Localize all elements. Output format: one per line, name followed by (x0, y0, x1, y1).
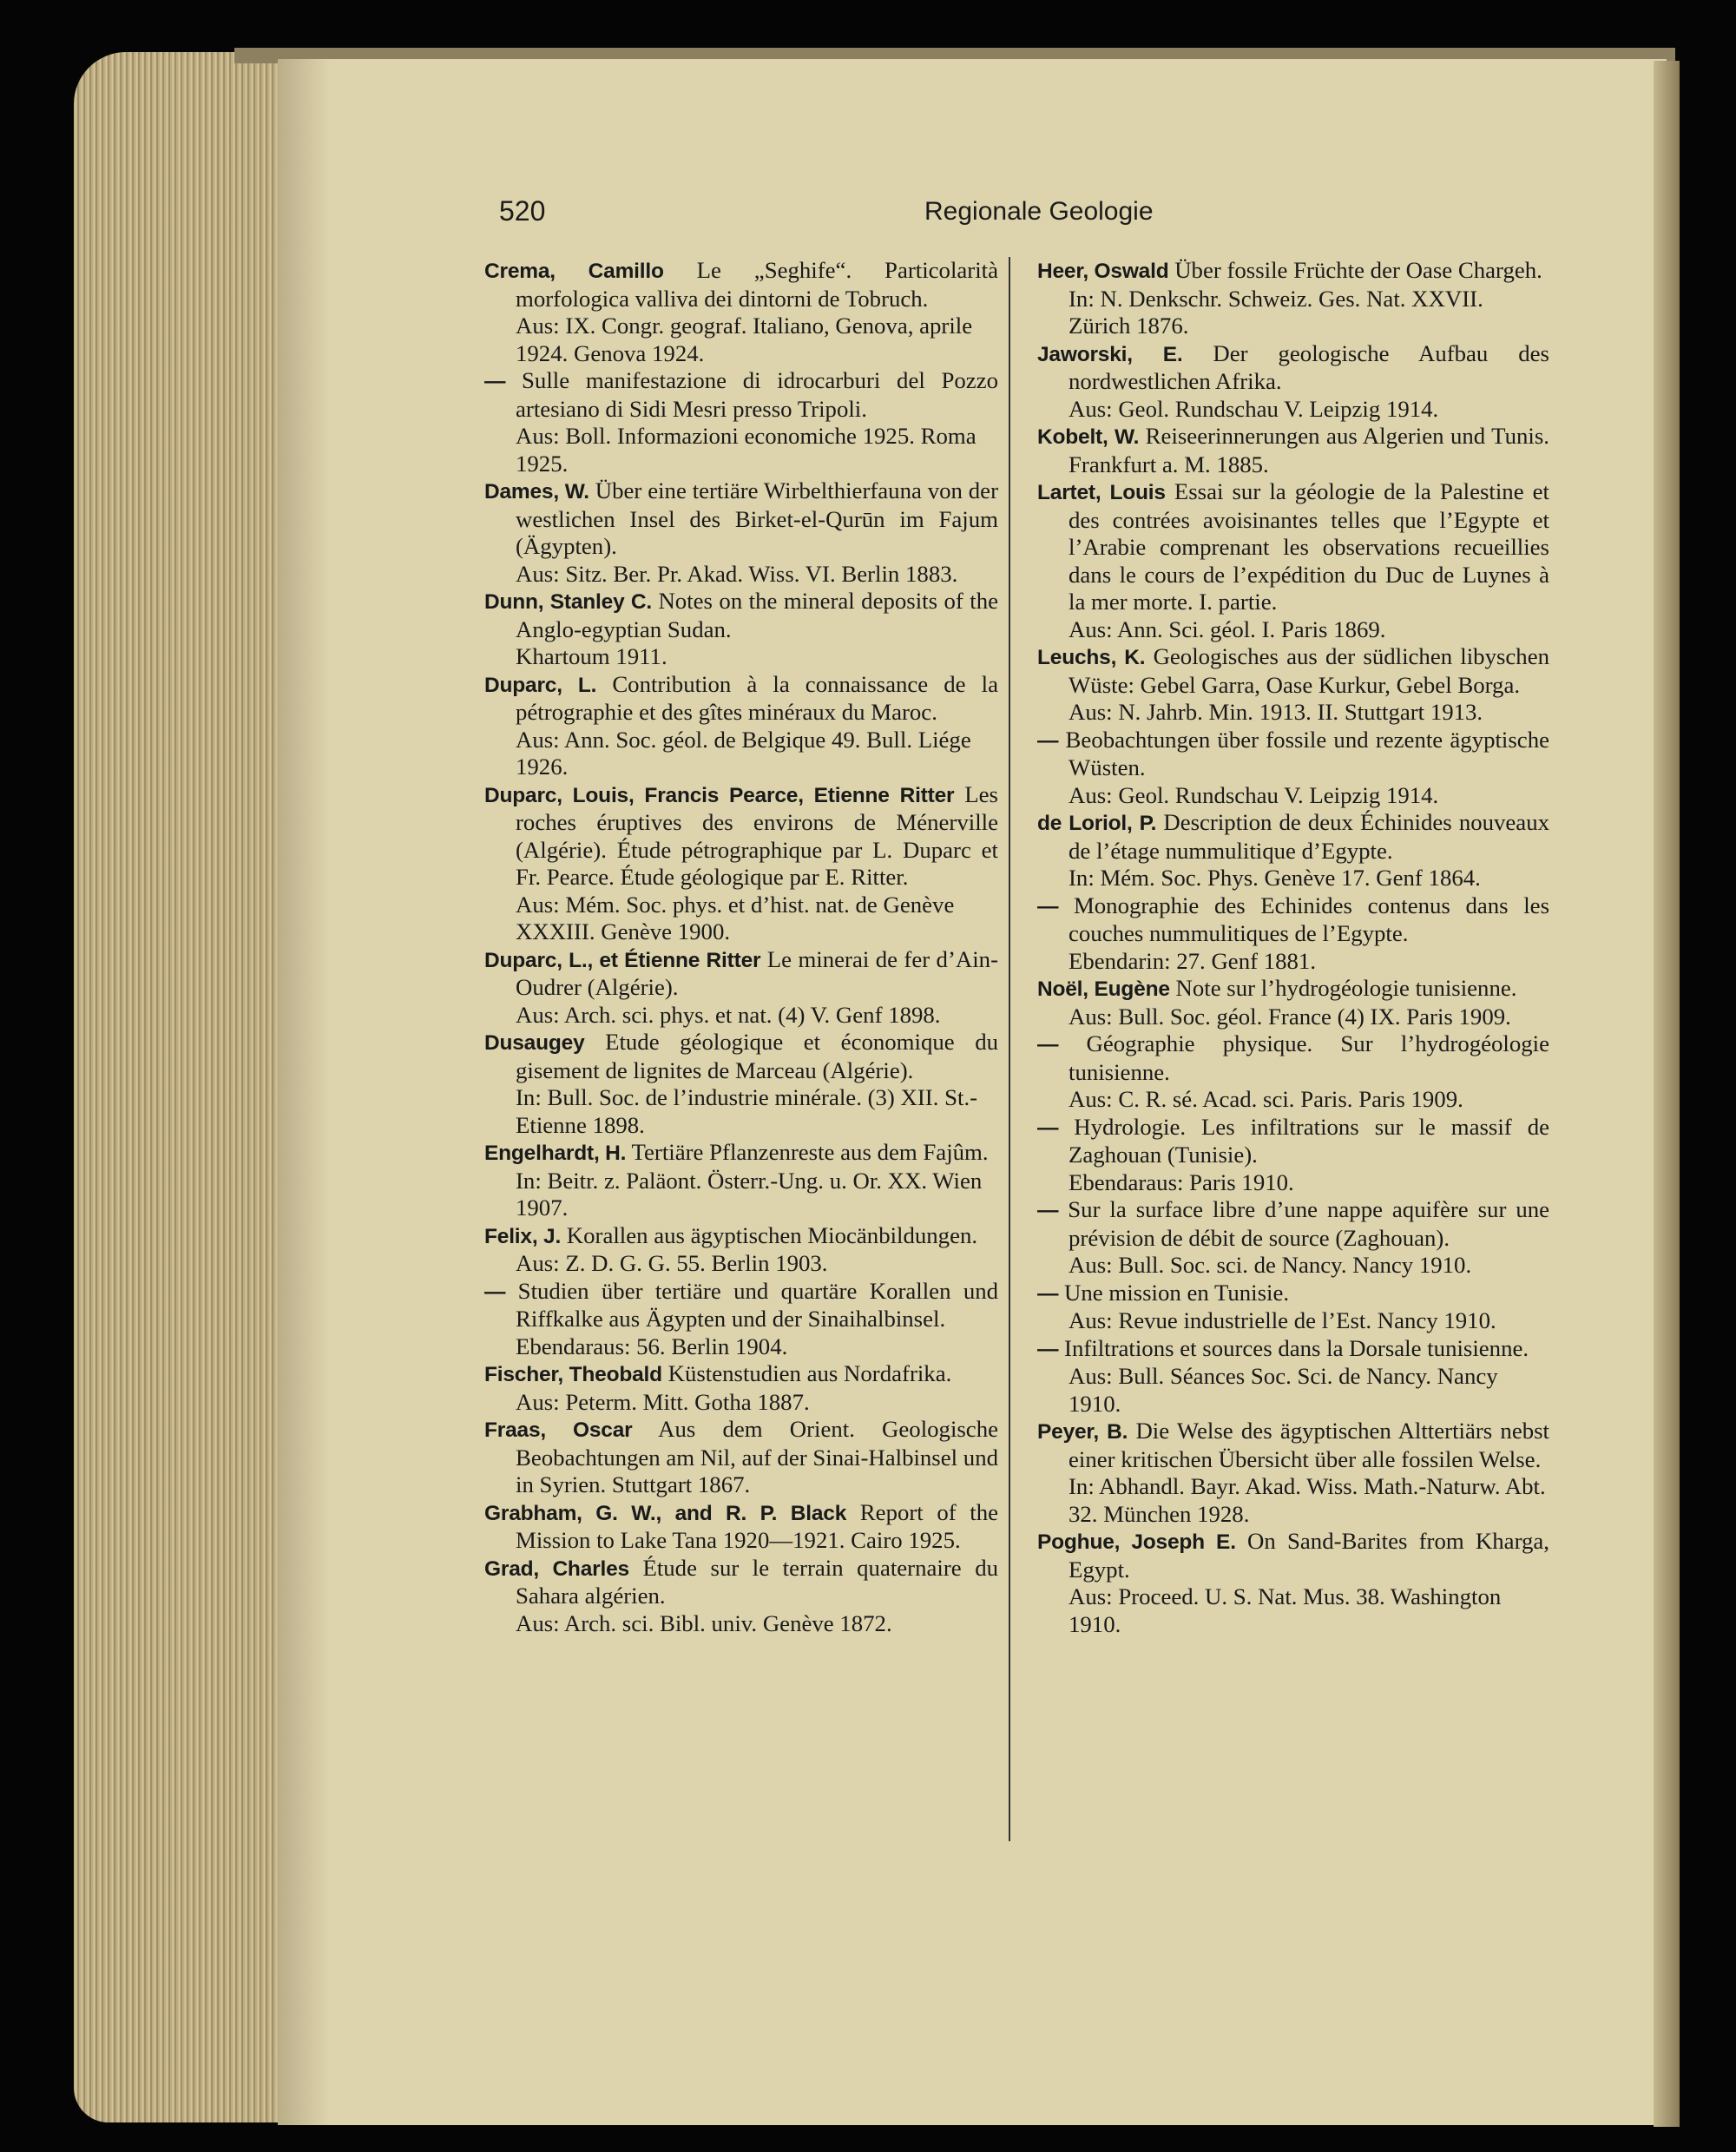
entry-author: — (1037, 1281, 1059, 1306)
entry-source: Aus: Ann. Soc. géol. de Belgique 49. Bull. Liége 1926. (516, 726, 971, 780)
entry-source: Aus: Ann. Sci. géol. I. Paris 1869. (1069, 615, 1386, 642)
bibliography-entry (484, 1278, 998, 1333)
entry-source: Aus: Proceed. U. S. Nat. Mus. 38. Washington 1910. (1069, 1583, 1502, 1637)
entry-author: Peyer, B. (1037, 1420, 1128, 1444)
entry-title: Notes on the mineral deposits of the Anglo-egyptian Sudan. (516, 588, 998, 642)
entry-author: Dusaugey (484, 1031, 585, 1055)
entry-title: Le minerai de fer d’Ain-Oudrer (Algérie). (516, 945, 998, 1000)
page-header (0, 195, 1736, 230)
entry-title: Les roches éruptives des environs de Ménerville (Algérie). Étude pétrographique par L. Duparc et Fr. Pearce. Étude géologique par E. Ritter. (516, 780, 998, 890)
entry-source: Ebendarin: 27. Genf 1881. (1069, 947, 1317, 974)
entry-source: Aus: Geol. Rundschau V. Leipzig 1914. (1069, 781, 1439, 808)
entry-author: — (484, 1280, 506, 1304)
bibliography-entry (484, 588, 998, 643)
bibliography-entry (484, 1139, 998, 1168)
entry-title: Küstenstudien aus Nordafrika. (667, 1360, 952, 1386)
entry-title: Aus dem Orient. Geologische Beobachtungen am Nil, auf der Sinai-Halbinsel und in Syrien. Stuttgart 1867. (516, 1416, 998, 1497)
bibliography-entry (484, 1499, 998, 1555)
bibliography-entry (1037, 1528, 1549, 1583)
next-page-edge (1654, 61, 1680, 2127)
bibliography-entry (484, 367, 998, 423)
bibliography-entry (484, 1222, 998, 1251)
book-page-edges (74, 52, 291, 2122)
bibliography-entry (484, 1029, 998, 1084)
entry-title: Note sur l’hydrogéologie tunisienne. (1175, 975, 1517, 1001)
page-number: 520 (499, 195, 546, 227)
bibliography-entry (1037, 1196, 1549, 1252)
bibliography-entry (1037, 1418, 1549, 1473)
entry-title: Beobachtungen über fossile und rezente ägyptische Wüsten. (1065, 726, 1549, 780)
bibliography-entry (484, 1360, 998, 1389)
bibliography-entry (1037, 1114, 1549, 1169)
entry-author: Poghue, Joseph E. (1037, 1530, 1236, 1554)
entry-title: Die Welse des ägyptischen Alttertiärs nebst einer kritischen Übersicht über alle fossilen Welse. (1069, 1418, 1549, 1472)
entry-source: Ebendaraus: 56. Berlin 1904. (516, 1333, 788, 1359)
entry-author: Crema, Camillo (484, 260, 664, 283)
entry-title: Report of the Mission to Lake Tana 1920—1921. Cairo 1925. (516, 1498, 999, 1553)
entry-author: Duparc, L. (484, 673, 597, 697)
entry-source: Aus: C. R. sé. Acad. sci. Paris. Paris 1909. (1069, 1086, 1463, 1112)
entry-source: Aus: Sitz. Ber. Pr. Akad. Wiss. VI. Berlin 1883. (516, 560, 958, 587)
entry-author: — (1037, 894, 1059, 918)
bibliography-entry (1037, 892, 1549, 948)
entry-author: Lartet, Louis (1037, 481, 1166, 504)
entry-author: Duparc, Louis, Francis Pearce, Etienne Ritter (484, 783, 955, 807)
entry-source: Aus: Peterm. Mitt. Gotha 1887. (516, 1388, 810, 1415)
entry-title: Géographie physique. Sur l’hydrogéologie tunisienne. (1069, 1030, 1550, 1085)
entry-title: Tertiäre Pflanzenreste aus dem Fajûm. (631, 1139, 989, 1165)
entry-source: Aus: N. Jahrb. Min. 1913. II. Stuttgart 1913. (1069, 699, 1483, 725)
entry-title: Essai sur la géologie de la Palestine et des contrées avoisinantes telles que l’Egypte et l’Arabie comprenant les observations recueillies dans le cours de l’expédition du Duc de Luynes à la mer morte. I. partie. (1069, 478, 1549, 615)
entry-title: Korallen aus ägyptischen Miocänbildungen. (566, 1221, 978, 1248)
entry-author: Grad, Charles (484, 1556, 629, 1581)
bibliography-entry (1037, 340, 1549, 396)
entry-author: Noël, Eugène (1037, 977, 1170, 1001)
entry-title: Le „Seghife“. Particolarità morfologica valliva dei dintorni de Tobruch. (516, 257, 998, 312)
entry-author: — (1037, 1115, 1059, 1140)
entry-title: Étude sur le terrain quaternaire du Sahara algérien. (516, 1554, 998, 1609)
entry-title: Über fossile Früchte der Oase Chargeh. (1174, 257, 1542, 283)
bibliography-entry (1037, 727, 1549, 782)
entry-author: Kobelt, W. (1037, 425, 1140, 449)
entry-title: On Sand-Barites from Kharga, Egypt. (1069, 1528, 1550, 1583)
bibliography-entry (484, 946, 998, 1002)
entry-author: — (1037, 1033, 1059, 1056)
entry-source: In: Beitr. z. Paläont. Österr.-Ung. u. Or. XX. Wien 1907. (516, 1167, 983, 1221)
bibliography-entry (1037, 1335, 1549, 1364)
bibliography-entry (1037, 478, 1549, 616)
bibliography-entry (484, 477, 998, 561)
entry-author: Dunn, Stanley C. (484, 590, 652, 614)
left-column (484, 257, 998, 1637)
entry-author: de Loriol, P. (1037, 812, 1157, 835)
entry-source: Aus: Bull. Soc. sci. de Nancy. Nancy 1910. (1069, 1252, 1472, 1278)
entry-author: Grabham, G. W., and R. P. Black (484, 1501, 847, 1525)
entry-source: Aus: Arch. sci. phys. et nat. (4) V. Genf 1898. (516, 1001, 941, 1028)
entry-title: Geologisches aus der südlichen libyschen Wüste: Gebel Garra, Oase Kurkur, Gebel Borga. (1069, 643, 1549, 698)
entry-author: — (1037, 728, 1059, 753)
entry-title: Studien über tertiäre und quartäre Korallen und Riffkalke aus Ägypten und der Sinaihalbinsel. (516, 1277, 999, 1332)
entry-source: In: N. Denkschr. Schweiz. Ges. Nat. XXVII. Zürich 1876. (1069, 285, 1483, 339)
entry-source: In: Bull. Soc. de l’industrie minérale. (3) XII. St.-Etienne 1898. (516, 1084, 978, 1138)
entry-title: Une mission en Tunisie. (1064, 1279, 1290, 1306)
entry-title: Der geologische Aufbau des nordwestlichen Afrika. (1069, 339, 1549, 394)
entry-author: Leuchs, K. (1037, 646, 1146, 669)
entry-source: In: Mém. Soc. Phys. Genève 17. Genf 1864. (1069, 865, 1481, 891)
entry-author: Dames, W. (484, 480, 589, 503)
entry-author: — (484, 370, 506, 393)
column-divider (1009, 257, 1010, 1841)
entry-source: Aus: Boll. Informazioni economiche 1925. Roma 1925. (516, 423, 976, 477)
entry-title: Description de deux Échinides nouveaux de l’étage nummulitique d’Egypte. (1069, 809, 1549, 864)
bibliography-entry (1037, 643, 1549, 699)
entry-title: Sulle manifestazione di idrocarburi del Pozzo artesiano di Sidi Mesri presso Tripoli. (516, 367, 998, 422)
entry-title: Über eine tertiäre Wirbelthierfauna von der westlichen Insel des Birket-el-Qurūn im Fajum (Ägypten). (516, 477, 998, 559)
bibliography-entry (1037, 1030, 1549, 1086)
entry-source: Ebendaraus: Paris 1910. (1069, 1168, 1294, 1195)
entry-source: Aus: Revue industrielle de l’Est. Nancy 1910. (1069, 1307, 1496, 1333)
entry-source: Aus: Mém. Soc. phys. et d’hist. nat. de Genève XXXIII. Genève 1900. (516, 891, 955, 944)
entry-title: Contribution à la connaissance de la pétrographie et des gîtes minéraux du Maroc. (516, 670, 999, 725)
entry-author: Heer, Oswald (1037, 260, 1169, 283)
entry-source: Aus: IX. Congr. geograf. Italiano, Genova, aprile 1924. Genova 1924. (516, 313, 973, 366)
entry-author: Fraas, Oscar (484, 1418, 633, 1442)
bibliography-entry (484, 1416, 998, 1499)
entry-author: Jaworski, E. (1037, 342, 1183, 366)
running-title: Regionale Geologie (924, 197, 1154, 226)
entry-author: Engelhardt, H. (484, 1142, 627, 1165)
bibliography-entry (1037, 975, 1549, 1004)
entry-author: Fischer, Theobald (484, 1363, 662, 1386)
right-column (1037, 257, 1549, 1638)
entry-author: Duparc, L., et Étienne Ritter (484, 948, 761, 972)
entry-source: Aus: Geol. Rundschau V. Leipzig 1914. (1069, 395, 1439, 422)
bibliography-entry (484, 257, 998, 313)
entry-source: Aus: Bull. Soc. géol. France (4) IX. Paris 1909. (1069, 1003, 1511, 1030)
entry-source: Aus: Z. D. G. G. 55. Berlin 1903. (516, 1250, 828, 1276)
entry-title: Infiltrations et sources dans la Dorsale tunisienne. (1064, 1334, 1529, 1361)
entry-title: Hydrologie. Les infiltrations sur le massif de Zaghouan (Tunisie). (1069, 1113, 1549, 1168)
bibliography-entry (484, 1555, 998, 1610)
bibliography-entry (1037, 1280, 1549, 1308)
bibliography-entry (1037, 423, 1549, 478)
entry-source: Aus: Arch. sci. Bibl. univ. Genève 1872. (516, 1609, 892, 1636)
entry-source: Aus: Bull. Séances Soc. Sci. de Nancy. Nancy 1910. (1069, 1363, 1498, 1417)
entry-source: Khartoum 1911. (516, 643, 667, 669)
bibliography-entry (484, 781, 998, 892)
entry-title: Sur la surface libre d’une nappe aquifère sur une prévision de débit de source (Zaghouan). (1068, 1196, 1550, 1251)
entry-title: Reiseerinnerungen aus Algerien und Tunis. Frankfurt a. M. 1885. (1069, 423, 1549, 477)
bibliography-entry (1037, 809, 1549, 865)
entry-author: Felix, J. (484, 1224, 562, 1248)
entry-title: Monographie des Echinides contenus dans les couches nummulitiques de l’Egypte. (1069, 892, 1550, 946)
entry-title: Etude géologique et économique du gisement de lignites de Marceau (Algérie). (516, 1029, 999, 1083)
bibliography-entry (484, 671, 998, 727)
entry-author: — (1037, 1337, 1059, 1361)
entry-author: — (1037, 1199, 1059, 1222)
bibliography-entry (1037, 257, 1549, 286)
entry-source: In: Abhandl. Bayr. Akad. Wiss. Math.-Naturw. Abt. 32. München 1928. (1069, 1473, 1546, 1527)
